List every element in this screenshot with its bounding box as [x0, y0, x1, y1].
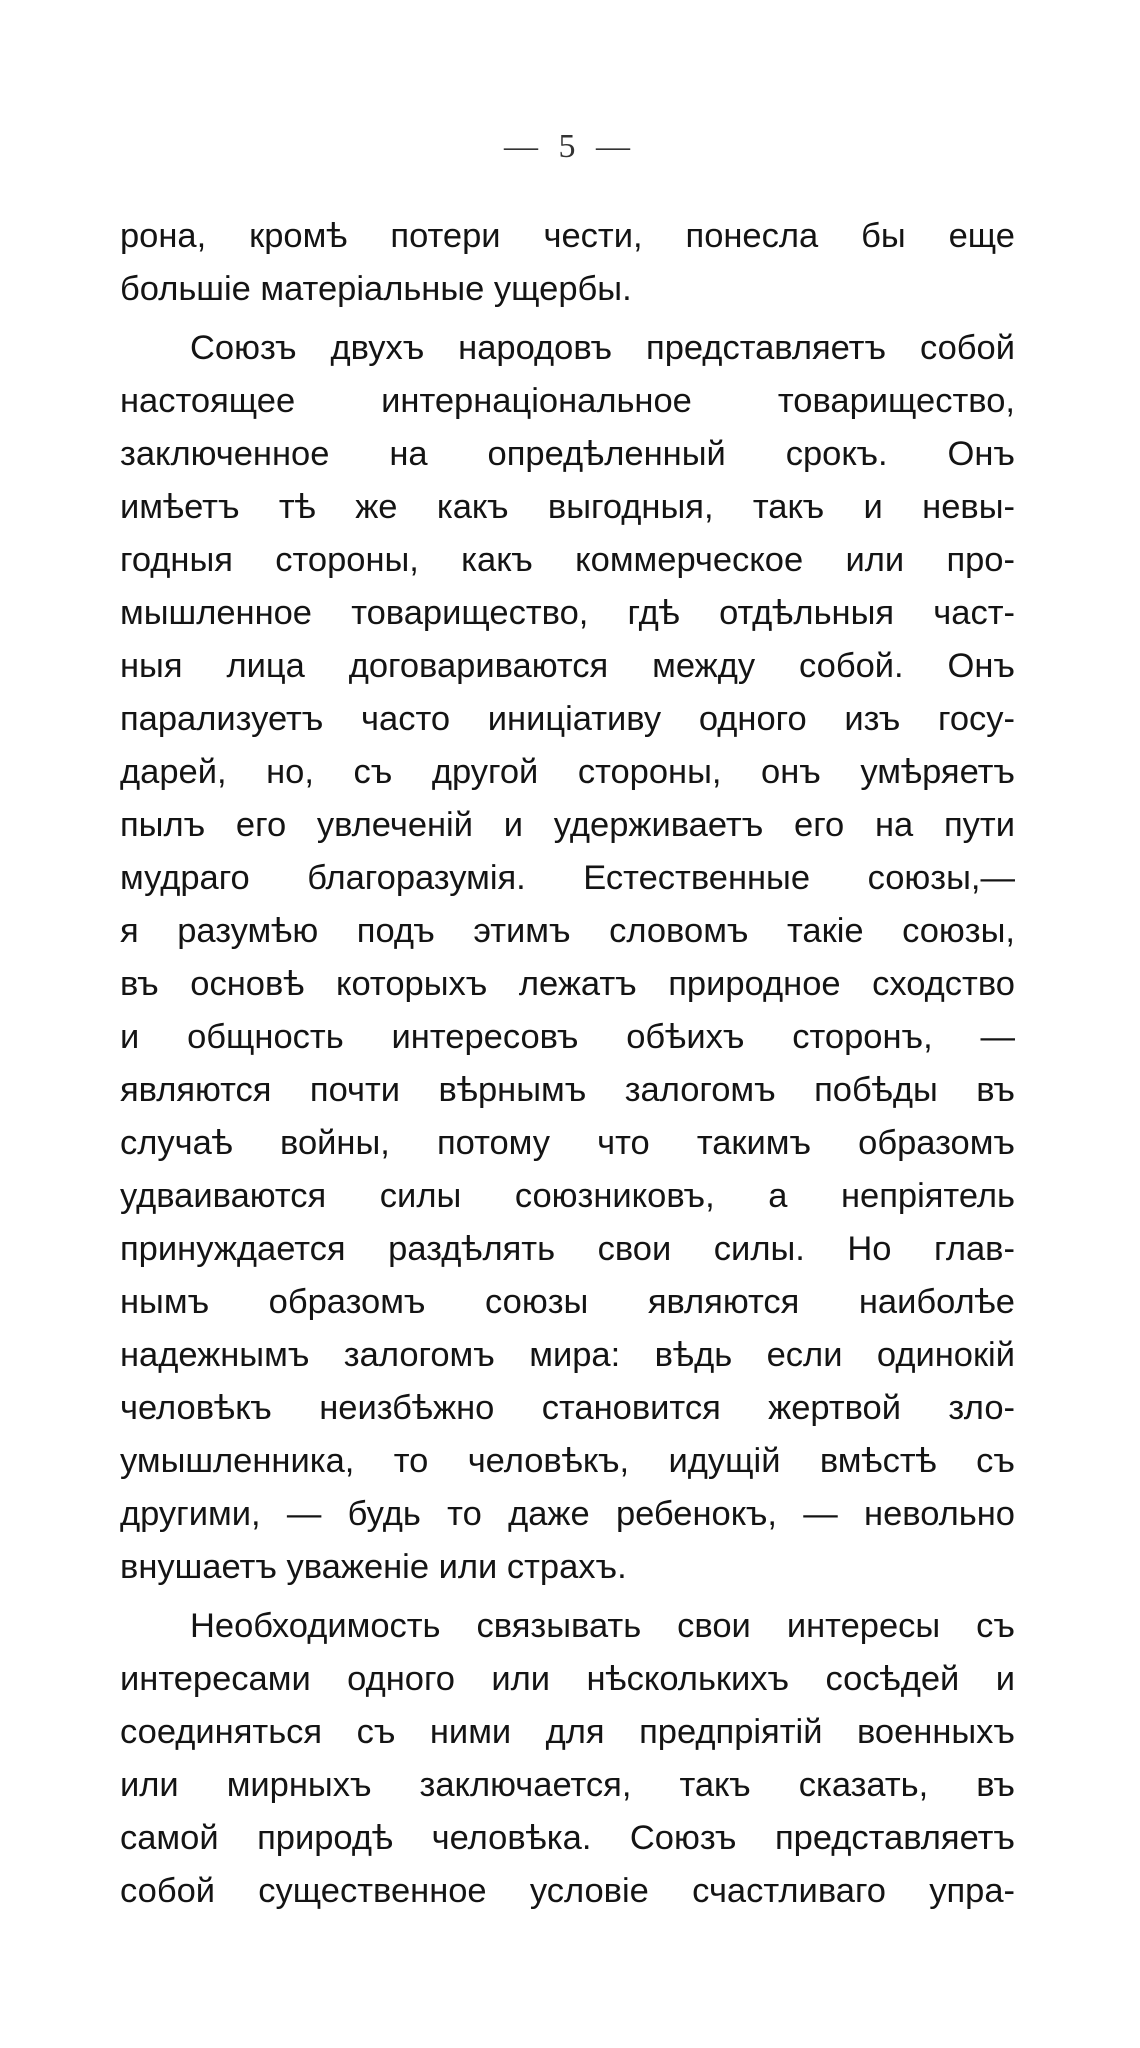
- text-line: рона, кромѣ потери чести, понесла бы еще: [120, 217, 1015, 255]
- text-line: соединяться съ ними для предпріятій военныхъ: [120, 1713, 1015, 1751]
- paragraph: [120, 1600, 1015, 1918]
- text-line: парализуетъ часто иниціативу одного изъ госу-: [120, 700, 1015, 738]
- page-number: — 5 —: [504, 128, 636, 165]
- text-line: самой природѣ человѣка. Союзъ представляетъ: [120, 1819, 1015, 1857]
- text-line: заключенное на опредѣленный срокъ. Онъ: [120, 435, 1015, 473]
- text-line: надежнымъ залогомъ мира: вѣдь если одинокій: [120, 1336, 1015, 1374]
- text-line: пылъ его увлеченій и удерживаетъ его на пути: [120, 806, 1015, 844]
- text-line: нымъ образомъ союзы являются наиболѣе: [120, 1283, 1015, 1321]
- text-line: мышленное товарищество, гдѣ отдѣльныя част-: [120, 594, 1015, 632]
- text-line: интересами одного или нѣсколькихъ сосѣдей и: [120, 1660, 1015, 1698]
- text-line: или мирныхъ заключается, такъ сказать, въ: [120, 1766, 1015, 1804]
- text-line: удваиваются силы союзниковъ, а непріятель: [120, 1177, 1015, 1215]
- text-line: являются почти вѣрнымъ залогомъ побѣды въ: [120, 1071, 1015, 1109]
- paragraph: [120, 322, 1015, 1594]
- text-line: человѣкъ неизбѣжно становится жертвой зло-: [120, 1389, 1015, 1427]
- text-line: большіе матеріальные ущербы.: [120, 270, 632, 308]
- text-line: и общность интересовъ обѣихъ сторонъ, —: [120, 1018, 1015, 1056]
- text-line: имѣетъ тѣ же какъ выгодныя, такъ и невы-: [120, 488, 1015, 526]
- paragraph: [120, 210, 1015, 316]
- text-line: Союзъ двухъ народовъ представляетъ собой: [190, 329, 1015, 367]
- text-line: принуждается раздѣлять свои силы. Но глав-: [120, 1230, 1015, 1268]
- text-line: другими, — будь то даже ребенокъ, — невольно: [120, 1495, 1015, 1533]
- text-line: дарей, но, съ другой стороны, онъ умѣряетъ: [120, 753, 1015, 791]
- text-line: я разумѣю подъ этимъ словомъ такіе союзы,: [120, 912, 1015, 950]
- text-line: внушаетъ уваженіе или страхъ.: [120, 1548, 627, 1586]
- text-line: Необходимость связывать свои интересы съ: [190, 1607, 1015, 1645]
- text-line: въ основѣ которыхъ лежатъ природное сходство: [120, 965, 1015, 1003]
- text-line: умышленника, то человѣкъ, идущій вмѣстѣ съ: [120, 1442, 1015, 1480]
- text-line: собой существенное условіе счастливаго упра-: [120, 1872, 1015, 1910]
- text-line: годныя стороны, какъ коммерческое или про-: [120, 541, 1015, 579]
- text-line: ныя лица договариваются между собой. Онъ: [120, 647, 1015, 685]
- text-line: мудраго благоразумія. Естественные союзы,—: [120, 859, 1015, 897]
- text-line: случаѣ войны, потому что такимъ образомъ: [120, 1124, 1015, 1162]
- text-line: настоящее интернаціональное товарищество,: [120, 382, 1015, 420]
- body-text: [120, 210, 1015, 1918]
